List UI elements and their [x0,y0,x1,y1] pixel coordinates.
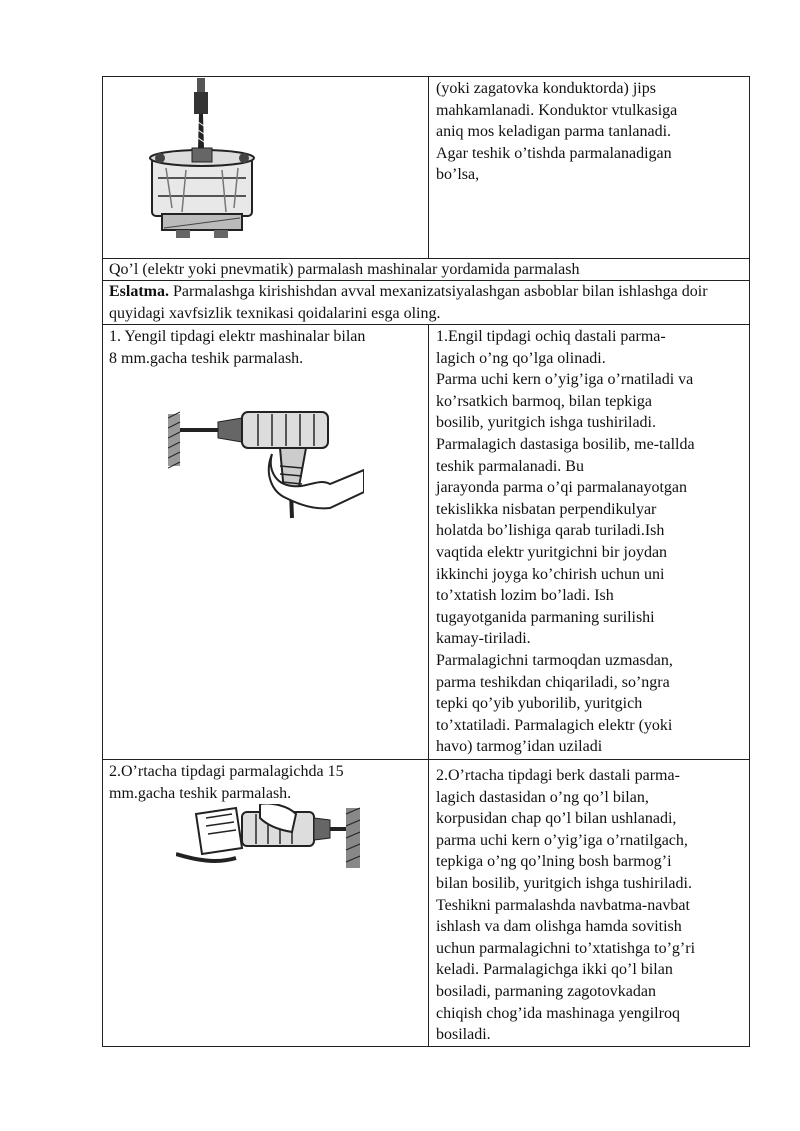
row-divider [102,759,750,760]
row4-left-text: 1. Yengil tipdagi elektr mashinalar bilan 8 mm.gacha teshik parmalash. [109,328,366,367]
note-label: Eslatma. [109,283,169,300]
row4-right-text: 1.Engil tipdagi ochiq dastali parma- lagich o’ng qo’lga olinadi. Parma uchi kern o’yig’iga o’rnatiladi va ko’rsatkich barmoq, bilan tepkiga bosilib, yuritgich ishga tushiriladi. Parmalagich dastasiga bosilib, me-tallda teshik parmalanadi. Bu jarayonda parma o’qi parmalanayotgan tekislikka nisbatan perpendikulyar holatda bo’lishiga qarab turiladi.Ish vaqtida elektr yuritgichni bir joydan ikkinchi joyga ko’chirish uchun uni to’xtatish lozim bo’ladi. Ish tugayotganida parmaning surilishi kamay-tiriladi. Parmalagichni tarmoqdan uzmasdan, parma teshikdan chiqariladi, so’ngra tepki qo’yib yuborilib, yuritgich to’xtatiladi. Parmalagich elektr (yoki havo) tarmog’idan uziladi [436,328,695,756]
note-text: Parmalashga kirishishdan avval mexanizatsiyalashgan asboblar bilan ishlashga doir quyidagi xavfsizlik texnikasi qoidalarini esga oling. [109,283,708,322]
table-border-top [102,76,750,77]
column-divider [428,324,429,1046]
row1-right-text: (yoki zagatovka konduktorda) jips mahkamlanadi. Konduktor vtulkasiga aniq mos keladigan parma tanlanadi. Agar teshik o’tishda parmalanadigan bo’lsa, [436,80,678,184]
light-electric-drill-figure [168,408,364,525]
table-border-bottom [102,1046,750,1047]
table-border-left [102,76,103,1047]
row5-right-text: 2.O’rtacha tipdagi berk dastali parma- lagich dastasidan o’ng qo’l bilan, korpusidan chap qo’l bilan ushlanadi, parma uchi kern o’yig’iga o’rnatilgach, tepkiga o’ng qo’lning bosh barmog’i bilan bosilib, yuritgich ishga tushiriladi. Teshikni parmalashda navbatma-navbat ishlash va dam olishga hamda sovitish uchun parmalagichni to’xtatishga to’g’ri keladi. Parmalagichga ikki qo’l bilan bosiladi, parmaning zagotovkadan chiqish chog’ida mashinaga yengilroq bosiladi. [436,767,696,1044]
drill-jig-figure [142,78,262,245]
section-heading: Qo’l (elektr yoki pnevmatik) parmalash mashinalar yordamida parmalash [109,261,580,278]
row5-left-text: 2.O’rtacha tipdagi parmalagichda 15 mm.gacha teshik parmalash. [109,763,344,802]
table-border-right [749,76,750,1047]
medium-drill-two-hands-figure [176,804,366,879]
column-divider [428,76,429,258]
safety-note [109,281,745,324]
instruction-table [102,76,750,1047]
